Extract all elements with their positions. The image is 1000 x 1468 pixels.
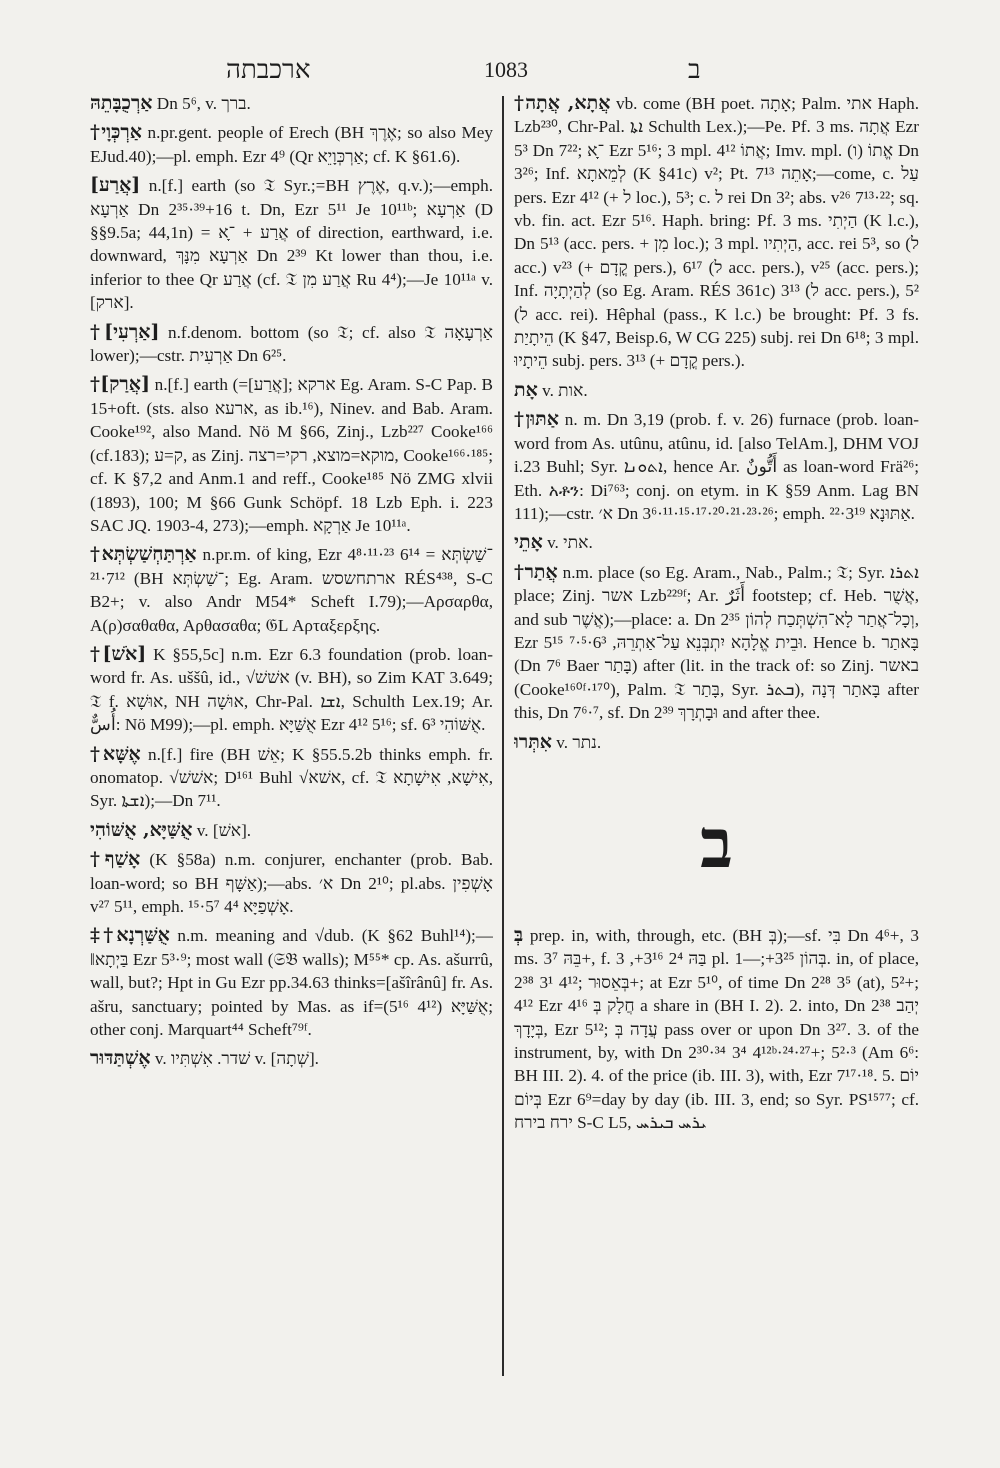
entry-headword: †[אֹשׁ] — [90, 642, 147, 665]
entry-text: v. [אשׁ]. — [196, 820, 252, 840]
entry-text: n.[f.] earth (so 𝔗 Syr.;=BH אֶרֶץ, q.v.);—emph. אַרְעָא Dn 2³⁵·³⁹+16 t. Dn, Ezr 5¹¹ Je 10¹¹ᵇ; אַרְעָא (D §§9.5a; 44,1n) = אֲרַע + ־ָא of direction, earthward, i.e. downward, אַרְעָא מִנָּךְ Dn 2³⁹ Kt lower than thou, i.e. inferior to thee Qr אֲרַע (cf. 𝔗 אֲרַע מִן Ru 4⁴);—Je 10¹¹ᵃ v. [ארק]. — [90, 176, 493, 313]
entry-text: v. אות. — [542, 380, 588, 400]
entry-text: n.pr.gent. people of Erech (BH אֶרֶךְ; so also Mey EJud.40);—pl. emph. Ezr 4⁹ (Qr אַרְכְּוָיֵא; cf. K §61.6). — [90, 123, 493, 166]
entry — [514, 561, 919, 725]
entry — [90, 819, 493, 842]
entry — [90, 121, 493, 168]
entry-headword: ‡†אֻשַּׁרְנָא — [90, 924, 170, 947]
entry-text: prep. in, with, through, etc. (BH בְּ);—sf. בִּי Dn 4⁶+, 3 ms. בֵּהּ 3⁷+, f. בַּהּ 2⁴ 3¹⁶+, 3 pl. בְּהוֹן 3²⁵+;—1. in, of place, 2³⁸ 3¹ 4¹²; בְּאֵסוּר+; at Ezr 5¹⁰, of time Dn 2²⁸ 3⁵ (at), 5²+; 4¹² Ezr 4¹⁶ חֲלָק בְּ a share in (BH I. 2). 2. into, Dn 2³⁸ יְהַב בְּיָדָךְ, Ezr 5¹²; עֲדָה בְּ pass over or upon Dn 3²⁷. 3. of the instrument, by, with Dn 2³⁰·³⁴ 3⁴ 4¹²ᵇ·²⁴·²⁷+; 5²·³ (Am 6⁶: BH III. 2). 4. of the price (ib. III. 3), with, Ezr 7¹⁷·¹⁸. 5. יוֹם בְּיוֹם Ezr 6⁹=day by day (ib. III. 3, end; so Syr. PS¹⁵⁷⁷; cf. ירח בירח S-C L5, ܝܪܚ ܒܝܪܚ — [514, 925, 919, 1133]
entry — [514, 731, 919, 754]
entry-headword: אָתֵי — [514, 531, 543, 554]
entry-headword: אֻשַּׁיָּא, אֻשּׁוֹהִי — [90, 818, 193, 841]
entry-headword: †אַתּוּן — [514, 408, 559, 431]
entry-headword: †אַרְתַּחְשַׁשְׂתְּא — [90, 543, 197, 566]
entry-text: n.m. meaning and √dub. (K §62 Buhl¹⁴);—‖בַּיְתָא Ezr 5³·⁹; most wall (𝔖𝔅 walls); M⁵⁵* cp. As. ašurrû, wall, but?; Hpt in Gu Ezr pp.34.63 thinks=[ašîrânû] fr. As. ašru, sanctuary; pointed by Mas. as if=אֻשַּׁיָּא (4¹² 5¹⁶); other conj. Marquart⁴⁴ Scheft⁷⁹ᶠ. — [90, 926, 493, 1040]
entry-text: n.[f.] earth (=[אֲרַע]; ארקא Eg. Aram. S-C Pap. B 15+oft. (sts. also ארעא, as ib.¹⁶), Ninev. and Bab. Aram. Cooke¹⁹², also Mand. Nö M §66, Zinj., Lzb²²⁷ Cooke¹⁶⁶ (cf.183); ק=ע, as Zinj. מוקא=מוצא, רקי=רצה, Cooke¹⁶⁶·¹⁸⁵; cf. K §7,2 and Anm.1 and reff., Cooke¹⁸⁵ Nö ZMG xlvii (1893), 100; M §66 Gunk Schöpf. 18 Lzb Eph. i. 223 SAC JQ. 1903-4, 273);—emph. אַרְקָא Je 10¹¹ᵃ. — [90, 375, 493, 535]
column-divider — [502, 96, 504, 1376]
section-letter: ב — [700, 803, 733, 884]
entry-headword: †אַרְכְּוָי — [90, 121, 142, 144]
entry-text: n.f.denom. bottom (so 𝔗; cf. also 𝔗 אַרְעָאָה lower);—cstr. אַרְעִית Dn 6²⁵. — [90, 322, 493, 366]
entry-text: v. נתר. — [556, 732, 602, 752]
running-head-letter: ב — [688, 55, 701, 85]
entry-headword: †אֲתָא, אֲתָה — [514, 92, 611, 114]
entry-text: n. m. Dn 3,19 (prob. f. v. 26) furnace (prob. loan-word from As. utûnu, atûnu, id. [also TelAm.], DHM VOJ i.23 Buhl; Syr. ܐܬܘܢܐ, hence Ar. أَتُّونٌ as loan-word Frä²⁶; Eth. አቶን: Di⁷⁶³; conj. on etym. in K §59 Anm. Lag BN 111);—cstr. א׳ Dn 3⁶·¹¹·¹⁵·¹⁷·²⁰·²¹·²³·²⁶; emph. אַתּוּנָא 3¹⁹·²². — [514, 410, 919, 523]
entry-text: v. שׁדר. אִשְׁתִּיו v. [שְׁתָה]. — [154, 1049, 319, 1069]
entry — [90, 321, 493, 368]
entry-text: n.pr.m. of king, Ezr 4⁸·¹¹·²³ 6¹⁴ = ־שַׁשְׂתְּא 7¹²·²¹ (BH ־שַׁשְׂתְּא; Eg. Aram. ארתחשסש RÉS⁴³⁸, S-C B2+; v. also Andr M54* Scheft I.79);—Αρσαρθα, Α(ρ)σαθαθα, Αρθασαθα; 𝔊L Αρταξερξης. — [90, 545, 493, 635]
page-header — [0, 55, 1000, 89]
entry-headword: †[אֲרַק] — [90, 373, 150, 396]
entry — [90, 643, 493, 737]
entry-headword: אָת — [514, 378, 538, 401]
entry-text: K §55,5c] n.m. Ezr 6.3 foundation (prob. loan-word fr. As. uššû, id., √אשׁשׁ (v. BH), so Zim KAT 3.649; 𝔗 f. אוּשָׁא, NH אוּשָׁה, Chr-Pal. ܐܫܐ, Schulth Lex.19; Ar. أُسٌّ: Nö M99);—pl. emph. אֻשַּׁיָּא Ezr 4¹² 5¹⁶; sf. אֻשּׁוֹהִי 6³. — [90, 644, 493, 735]
entry — [90, 174, 493, 314]
entry-headword: אֶשְׁתַּדּוּר — [90, 1047, 151, 1070]
entry-headword: †[אַרְעִי] — [90, 320, 160, 343]
entry — [514, 379, 919, 402]
running-head-hebrew: ארכבתה — [226, 55, 311, 85]
entry — [514, 92, 919, 373]
entry-headword: †אֶשָּׁא — [90, 742, 141, 765]
entry-text: v. אתי. — [547, 533, 593, 553]
right-column — [514, 92, 919, 1402]
entry-text: n.[f.] fire (BH אֵשׁ; K §55.5.2b thinks emph. fr. onomatop. √אשׁשׁ; D¹⁶¹ Buhl √אשׁא, cf. 𝔗 אִישָׁא, אִישָׁתָא, Syr. ܐܫܬܐ);—Dn 7¹¹. — [90, 744, 493, 811]
entry-text: vb. come (BH poet. אָתָה; Palm. אתי Haph. Lzb²³⁰, Chr-Pal. ܐܬܐ Schulth Lex.);—Pe. Pf. 3 ms. אֲתָה Ezr 5³ Dn 7²²; ־ָא Ezr 5¹⁶; 3 mpl. אֲתוֹ 4¹²; Imv. mpl. אֱתוֹ (ו) Dn 3²⁶; Inf. לְמֵאתָא (K §41c) v²; Pt. אָתֵה 7¹³;—come, c. עַל pers. Ezr 4¹² (+ ל loc.), 5³; c. ל rei Dn 3²; abs. v²⁶ 7¹³·²²; sq. vb. fin. act. Ezr 5¹⁶. Haph. bring: Pf. 3 ms. הַיְתִי (K l.c.), Dn 5¹³ (acc. pers. + מִן loc.); 3 mpl. הַיְתִיו, acc. rei 5³, so (ל acc.) v²³ (+ קֳדָם pers.), 6¹⁷ (ל acc. pers.), v²⁵ (acc. pers.); Inf. לְהַיְתָיָה (so Eg. Aram. RÉS 361c) 3¹³ (ל acc. pers.), 5² (ל acc. rei). Hêphal (pass., K l.c.) be brought: Pf. 3 fs. הֵיתָיַת (K §47, Beisp.6, W CG 225) subj. rei Dn 6¹⁸; 3 mpl. הֵיתָיוּ subj. pers. 3¹³ (+ קֳדָם pers.). — [514, 94, 919, 371]
entry-headword: אַרְכֻבָּתֵהּ — [90, 92, 153, 114]
entry — [90, 848, 493, 918]
entry-headword: בְּ — [514, 923, 524, 946]
entry — [90, 373, 493, 537]
entry — [90, 92, 493, 115]
entry-text: (K §58a) n.m. conjurer, enchanter (prob. Bab. loan-word; so BH אַשָּׁף);—abs. א׳ Dn 2¹⁰; pl.abs. אָשְׁפִין v²⁷ 5¹¹, emph. אָשְׁפַיָּא 4⁴ 5⁷·¹⁵. — [90, 850, 493, 916]
entry-headword: †אָשַׁף — [90, 848, 141, 871]
entry-text: n.m. place (so Eg. Aram., Nab., Palm.; 𝔗; Syr. ܐܬܪܐ place; Zinj. אשר Lzb²²⁹ᶠ; Ar. أَثَرٌ footstep; cf. Heb. אֲשֻׁר, and sub אֲשֶׁר);—place: a. Dn 2³⁵ וְכָל־אֲתַר לָא־הִשְׁתְּכַח לְהוֹן, Ezr 5¹⁵ וּבֵית אֱלָהָא יִתְבְּנֵא עַל־אַתְרֵהּ, 6³·⁵·⁷. Hence b. בָּאתַר (Dn 7⁶ Baer בָּתַר) after (lit. in the track of: so Zinj. באשר (Cooke¹⁶⁰ᶠ·¹⁷⁰), Palm. 𝔗 בָּתַר, Syr. ܒܬܪ), בָּאתַר דְּנָה after this, Dn 7⁶·⁷, sf. Dn 2³⁹ וּבָתְרָךְ and after thee. — [514, 562, 919, 723]
entry-text: Dn 5⁶, v. ברך. — [156, 94, 251, 113]
entry — [90, 743, 493, 813]
left-column — [90, 92, 493, 1402]
entry — [514, 531, 919, 554]
page-number: 1083 — [484, 57, 528, 82]
entry — [514, 408, 919, 525]
entry-headword: †אֲתַר — [514, 560, 558, 583]
entry — [90, 543, 493, 637]
entry — [90, 924, 493, 1041]
entry-headword: [אֲרַע] — [90, 174, 141, 197]
entry — [90, 1047, 493, 1070]
entry — [514, 924, 919, 1135]
entry-headword: אִתְּרוּ — [514, 730, 552, 753]
